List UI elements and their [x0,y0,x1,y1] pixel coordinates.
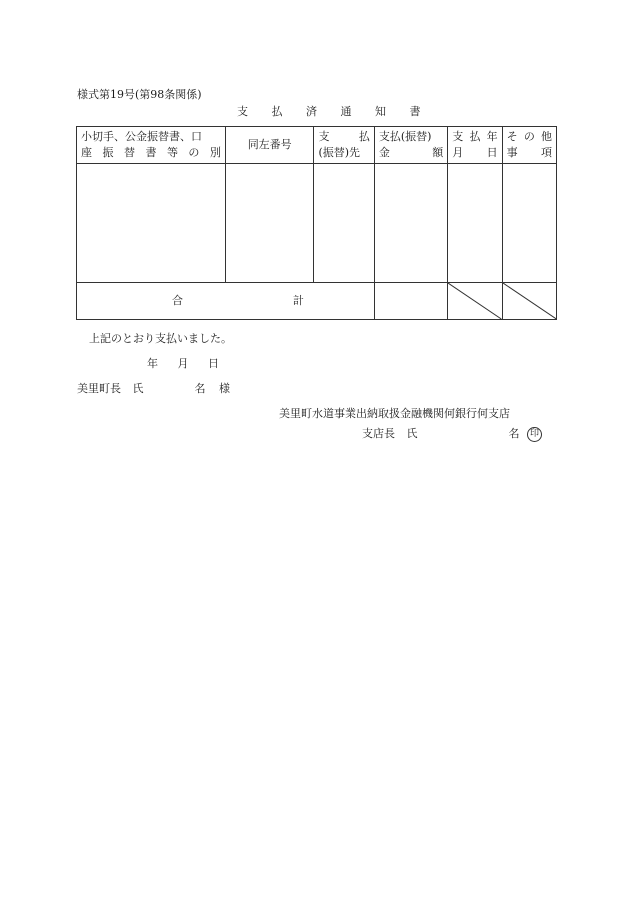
header-char: 額 [432,146,444,159]
header-other-line1 [507,129,552,145]
header-char: 金 [378,146,390,159]
total-char: 計 [292,294,304,307]
branch-manager-line [362,425,542,442]
header-payee [314,127,374,164]
date-line: 年 月 日 [147,357,219,370]
addressee-title: 氏 [132,382,144,395]
form-id: 様式第19号(第98条関係) [77,88,202,101]
payment-notice-table [76,126,557,320]
entry-cell-instrument[interactable] [77,164,226,283]
entry-row [77,164,557,283]
header-char: 振 [102,146,114,159]
header-other-line2 [507,145,552,161]
entry-cell-payee[interactable] [314,164,374,283]
header-char: 項 [541,146,552,159]
payment-statement: 上記のとおり支払いました。 [89,332,232,345]
header-payment-date [448,127,502,164]
header-char: 他 [541,130,552,143]
header-char: 支 [452,130,464,143]
addressee-line [77,380,230,396]
header-char: 等 [166,146,178,159]
header-char: 年 [486,130,498,143]
header-char: 月 [452,146,464,159]
addressee-name-suffix: 名 [194,382,206,395]
header-char: 日 [486,146,498,159]
header-char: 事 [506,146,518,159]
header-amount-line1: 支払(振替) [378,130,432,143]
entry-cell-other[interactable] [502,164,556,283]
header-char: 書 [145,146,157,159]
seal-mark: 印 [527,427,542,442]
header-date-line1 [452,129,497,145]
total-char: 合 [172,294,183,307]
diagonal-strike [448,283,501,319]
header-instrument-line1: 小切手、公金振替書、口 [81,130,202,143]
header-amount-line2 [379,145,443,161]
header-instrument-type [77,127,226,164]
branch-title: 氏 [406,427,418,440]
header-payee-line2: (振替)先 [318,146,361,159]
header-char: 替 [123,146,135,159]
header-number: 同左番号 [225,127,314,164]
header-instrument-line2 [81,145,221,161]
header-char: の [188,146,200,159]
total-other-struck-cell [502,283,556,320]
diagonal-strike [503,283,556,319]
entry-cell-number[interactable] [225,164,314,283]
bank-name: 美里町水道事業出納取扱金融機関何銀行何支店 [279,407,510,420]
total-date-struck-cell [448,283,502,320]
header-char: 払 [469,130,481,143]
header-char: 座 [81,146,92,159]
header-other-notes [502,127,556,164]
branch-name-suffix: 名 [508,427,520,440]
branch-role: 支店長 [362,427,395,440]
header-char: の [523,130,535,143]
document-title: 支 払 済 通 知 書 [237,105,422,118]
header-date-line2 [452,145,497,161]
total-amount-cell[interactable] [374,283,447,320]
addressee-prefix: 美里町長 [77,382,121,395]
header-char: 支 [318,130,330,143]
entry-cell-date[interactable] [448,164,502,283]
entry-cell-amount[interactable] [374,164,447,283]
addressee-honorific: 様 [219,382,230,395]
header-char: 別 [209,146,221,159]
header-row [77,127,557,164]
header-payee-line1 [318,129,369,145]
total-label-cell [77,283,375,320]
header-amount [374,127,447,164]
total-label [77,293,374,309]
header-char: そ [506,130,518,143]
header-char: 払 [358,130,370,143]
total-row [77,283,557,320]
